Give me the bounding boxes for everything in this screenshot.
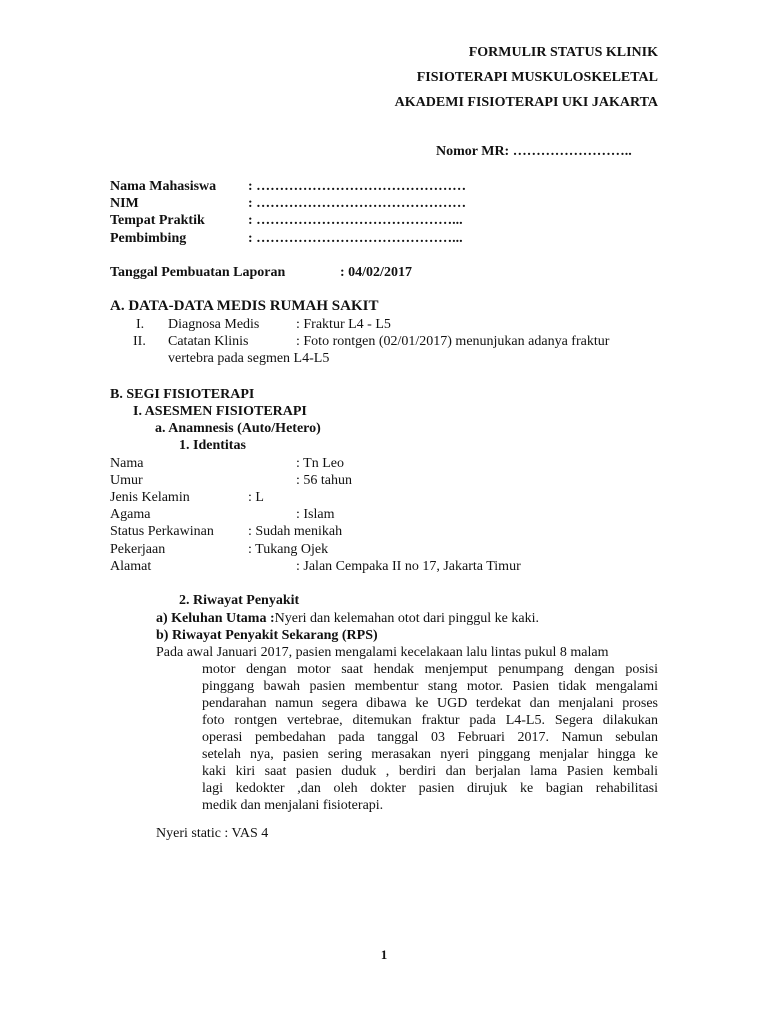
identity-agama-label: Agama bbox=[110, 507, 151, 522]
anamnesis-heading: a. Anamnesis (Auto/Hetero) bbox=[155, 421, 321, 436]
nyeri-static: Nyeri static : VAS 4 bbox=[156, 826, 269, 841]
rps-label: b) Riwayat Penyakit Sekarang (RPS) bbox=[156, 628, 378, 643]
rps-line: medik dan menjalani fisioterapi. bbox=[202, 798, 384, 813]
identity-agama-value: : Islam bbox=[296, 507, 335, 522]
identity-alamat-value: : Jalan Cempaka II no 17, Jakarta Timur bbox=[296, 559, 521, 574]
identity-status-value: : Sudah menikah bbox=[248, 524, 343, 539]
identity-jk-label: Jenis Kelamin bbox=[110, 490, 190, 505]
pembimbing-label: Pembimbing bbox=[110, 231, 187, 246]
rps-line: operasi pembedahan pada tanggal 03 Februari 2017. Namun sebulan bbox=[202, 730, 658, 745]
rps-line: setelah nya, pasien sering merasakan nyeri pinggang menjalar hingga ke bbox=[202, 747, 658, 762]
identity-jk-value: : L bbox=[248, 490, 264, 505]
section-b-title: B. SEGI FISIOTERAPI bbox=[110, 387, 255, 402]
nim-value: : ……………………………………… bbox=[248, 196, 467, 211]
rps-line: foto rontgen vertebrae, ditemukan fraktur pada L4-L5. Segera dilakukan bbox=[202, 713, 658, 728]
asesmen-heading: I. ASESMEN FISIOTERAPI bbox=[133, 404, 307, 419]
riwayat-heading: 2. Riwayat Penyakit bbox=[179, 593, 300, 608]
page-number: 1 bbox=[380, 947, 388, 962]
identity-nama-value: : Tn Leo bbox=[296, 456, 344, 471]
identity-umur-value: : 56 tahun bbox=[296, 473, 352, 488]
nim-label: NIM bbox=[110, 196, 139, 211]
identitas-heading: 1. Identitas bbox=[179, 438, 246, 453]
tempat-praktik-label: Tempat Praktik bbox=[110, 213, 205, 228]
form-title-line3: AKADEMI FISIOTERAPI UKI JAKARTA bbox=[394, 95, 658, 110]
pembimbing-value: : ……………………………………... bbox=[248, 231, 463, 246]
keluhan-utama bbox=[156, 610, 539, 627]
form-title-line1: FORMULIR STATUS KLINIK bbox=[468, 45, 658, 60]
section-a-item1-num: I. bbox=[136, 317, 145, 332]
nomor-mr: Nomor MR: …………………….. bbox=[436, 144, 632, 159]
rps-line: Pada awal Januari 2017, pasien mengalami kecelakaan lalu lintas pukul 8 malam bbox=[156, 645, 609, 660]
keluhan-utama-value: Nyeri dan kelemahan otot dari pinggul ke kaki. bbox=[274, 611, 539, 626]
section-a-item2-value: : Foto rontgen (02/01/2017) menunjukan adanya fraktur bbox=[296, 334, 610, 349]
identity-nama-label: Nama bbox=[110, 456, 144, 471]
identity-pekerjaan-value: : Tukang Ojek bbox=[248, 542, 329, 557]
section-a-item2-num: II. bbox=[133, 334, 146, 349]
identity-status-label: Status Perkawinan bbox=[110, 524, 214, 539]
tanggal-value: : 04/02/2017 bbox=[340, 265, 412, 280]
section-a-title: A. DATA-DATA MEDIS RUMAH SAKIT bbox=[110, 298, 379, 314]
rps-line: pinggang bawah pasien membentur stang motor. Pasien tidak mengalami bbox=[202, 679, 658, 694]
tanggal-label: Tanggal Pembuatan Laporan bbox=[110, 265, 286, 280]
section-a-item1-label: Diagnosa Medis bbox=[168, 317, 260, 332]
section-a-item1-value: : Fraktur L4 - L5 bbox=[296, 317, 391, 332]
identity-umur-label: Umur bbox=[110, 473, 143, 488]
keluhan-utama-label: a) Keluhan Utama : bbox=[156, 611, 275, 626]
rps-line: kaki kiri saat pasien duduk , berdiri dan berjalan lama Pasien kembali bbox=[202, 764, 658, 779]
section-a-item2-value-cont: vertebra pada segmen L4-L5 bbox=[168, 351, 330, 366]
identity-alamat-label: Alamat bbox=[110, 559, 152, 574]
rps-line: lagi kedokter ,dan oleh dokter pasien dirujuk ke bagian rehabilitasi bbox=[202, 781, 658, 796]
identity-pekerjaan-label: Pekerjaan bbox=[110, 542, 166, 557]
nama-mahasiswa-label: Nama Mahasiswa bbox=[110, 179, 217, 194]
nama-mahasiswa-value: : ……………………………………… bbox=[248, 179, 467, 194]
section-a-item2-label: Catatan Klinis bbox=[168, 334, 249, 349]
rps-line: pendarahan namun segera dibawa ke UGD terdekat dan menjalani proses bbox=[202, 696, 658, 711]
rps-line: motor dengan motor saat hendak menjemput penumpang dengan posisi bbox=[202, 662, 658, 677]
tempat-praktik-value: : ……………………………………... bbox=[248, 213, 463, 228]
form-title-line2: FISIOTERAPI MUSKULOSKELETAL bbox=[416, 70, 658, 85]
